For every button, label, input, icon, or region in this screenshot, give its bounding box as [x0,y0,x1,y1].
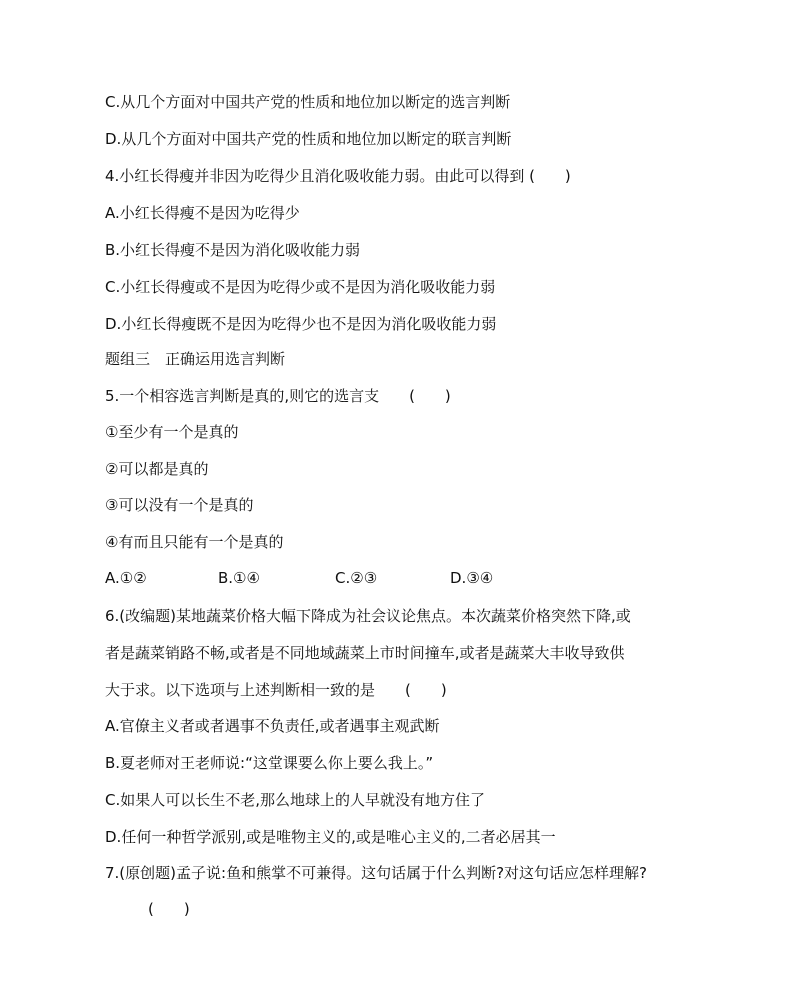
q5-option-b: B.①④ [218,569,260,587]
q4-option-c: C.小红长得瘦或不是因为吃得少或不是因为消化吸收能力弱 [105,278,496,296]
q6-option-d: D.任何一种哲学派别,或是唯物主义的,或是唯心主义的,二者必居其一 [105,828,556,846]
q6-option-a: A.官僚主义者或者遇事不负责任,或者遇事主观武断 [105,717,440,735]
q6-stem-line3: 大于求。以下选项与上述判断相一致的是 ( ) [105,681,447,699]
q4-stem: 4.小红长得瘦并非因为吃得少且消化吸收能力弱。由此可以得到 ( ) [105,167,571,185]
q4-option-d: D.小红长得瘦既不是因为吃得少也不是因为消化吸收能力弱 [105,315,497,333]
q5-statement-4: ④有而且只能有一个是真的 [105,533,284,551]
q5-statement-1: ①至少有一个是真的 [105,423,239,441]
q3-option-d: D.从几个方面对中国共产党的性质和地位加以断定的联言判断 [105,130,512,148]
q5-option-a: A.①② [105,569,147,587]
q6-option-c: C.如果人可以长生不老,那么地球上的人早就没有地方住了 [105,791,486,809]
q5-statement-3: ③可以没有一个是真的 [105,496,254,514]
q6-option-b: B.夏老师对王老师说:“这堂课要么你上要么我上。” [105,754,434,772]
q7-stem: 7.(原创题)孟子说:鱼和熊掌不可兼得。这句话属于什么判断?对这句话应怎样理解? [105,864,647,882]
q3-option-c: C.从几个方面对中国共产党的性质和地位加以断定的选言判断 [105,93,511,111]
q5-option-c: C.②③ [335,569,378,587]
q4-option-b: B.小红长得瘦不是因为消化吸收能力弱 [105,241,361,259]
q5-statement-2: ②可以都是真的 [105,460,209,478]
q6-stem-line2: 者是蔬菜销路不畅,或者是不同地域蔬菜上市时间撞车,或者是蔬菜大丰收导致供 [105,644,625,662]
q5-stem: 5.一个相容选言判断是真的,则它的选言支 ( ) [105,387,451,405]
q4-option-a: A.小红长得瘦不是因为吃得少 [105,204,300,222]
q7-answer-paren: ( ) [148,900,190,918]
q5-option-d: D.③④ [450,569,494,587]
section-heading-group3: 题组三 正确运用选言判断 [105,350,286,368]
q6-stem-line1: 6.(改编题)某地蔬菜价格大幅下降成为社会议论焦点。本次蔬菜价格突然下降,或 [105,607,631,625]
